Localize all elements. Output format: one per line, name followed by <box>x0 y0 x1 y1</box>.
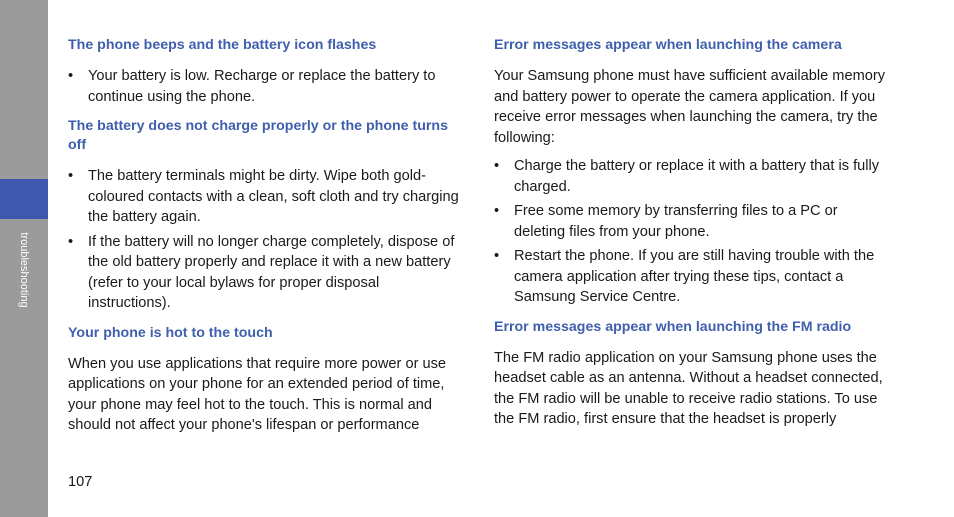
bullet-item: • Free some memory by transferring files to a PC or deleting files from your phone. <box>494 201 886 242</box>
section-label: troubleshooting <box>18 232 30 308</box>
bullet-item: • If the battery will no longer charge completely, dispose of the old battery properly and replace it with a new battery (refer to your local bylaws for proper disposal instructions). <box>68 232 460 314</box>
paragraph: The FM radio application on your Samsung phone uses the headset cable as an antenna. Without a headset connected, the FM radio will be unable to receive radio stations. To use the FM radio, first ensure that the headset is properly <box>494 349 883 427</box>
right-column <box>494 36 886 438</box>
heading-camera-errors: Error messages appear when launching the camera <box>494 37 842 53</box>
heading-battery-not-charging: The battery does not charge properly or the phone turns off <box>68 118 448 153</box>
section-tab-marker <box>0 179 48 219</box>
paragraph: Your Samsung phone must have sufficient available memory and battery power to operate the camera application. If you receive error messages when launching the camera, try the following: <box>494 68 886 146</box>
bullet-item: • The battery terminals might be dirty. Wipe both gold-coloured contacts with a clean, soft cloth and try charging the battery again. <box>68 166 460 228</box>
bullet-item: • Your battery is low. Recharge or replace the battery to continue using the phone. <box>68 66 460 107</box>
heading-battery-icon-flashes: The phone beeps and the battery icon flashes <box>68 37 377 53</box>
heading-fm-radio-errors: Error messages appear when launching the FM radio <box>494 318 852 335</box>
sidebar <box>0 0 48 517</box>
paragraph: When you use applications that require more power or use applications on your phone for an extended period of time, your phone may feel hot to the touch. This is normal and should not affect your phone's lifespan or performance <box>68 355 447 433</box>
bullet-list <box>68 66 460 107</box>
bullet-list <box>494 156 886 308</box>
bullet-item: • Charge the battery or replace it with a battery that is fully charged. <box>494 156 886 197</box>
heading-phone-hot: Your phone is hot to the touch <box>68 324 273 341</box>
bullet-list <box>68 166 460 314</box>
page-number: 107 <box>68 474 93 490</box>
left-column <box>68 36 460 444</box>
bullet-item: • Restart the phone. If you are still having trouble with the camera application after trying these tips, contact a Samsung Service Centre. <box>494 246 886 308</box>
